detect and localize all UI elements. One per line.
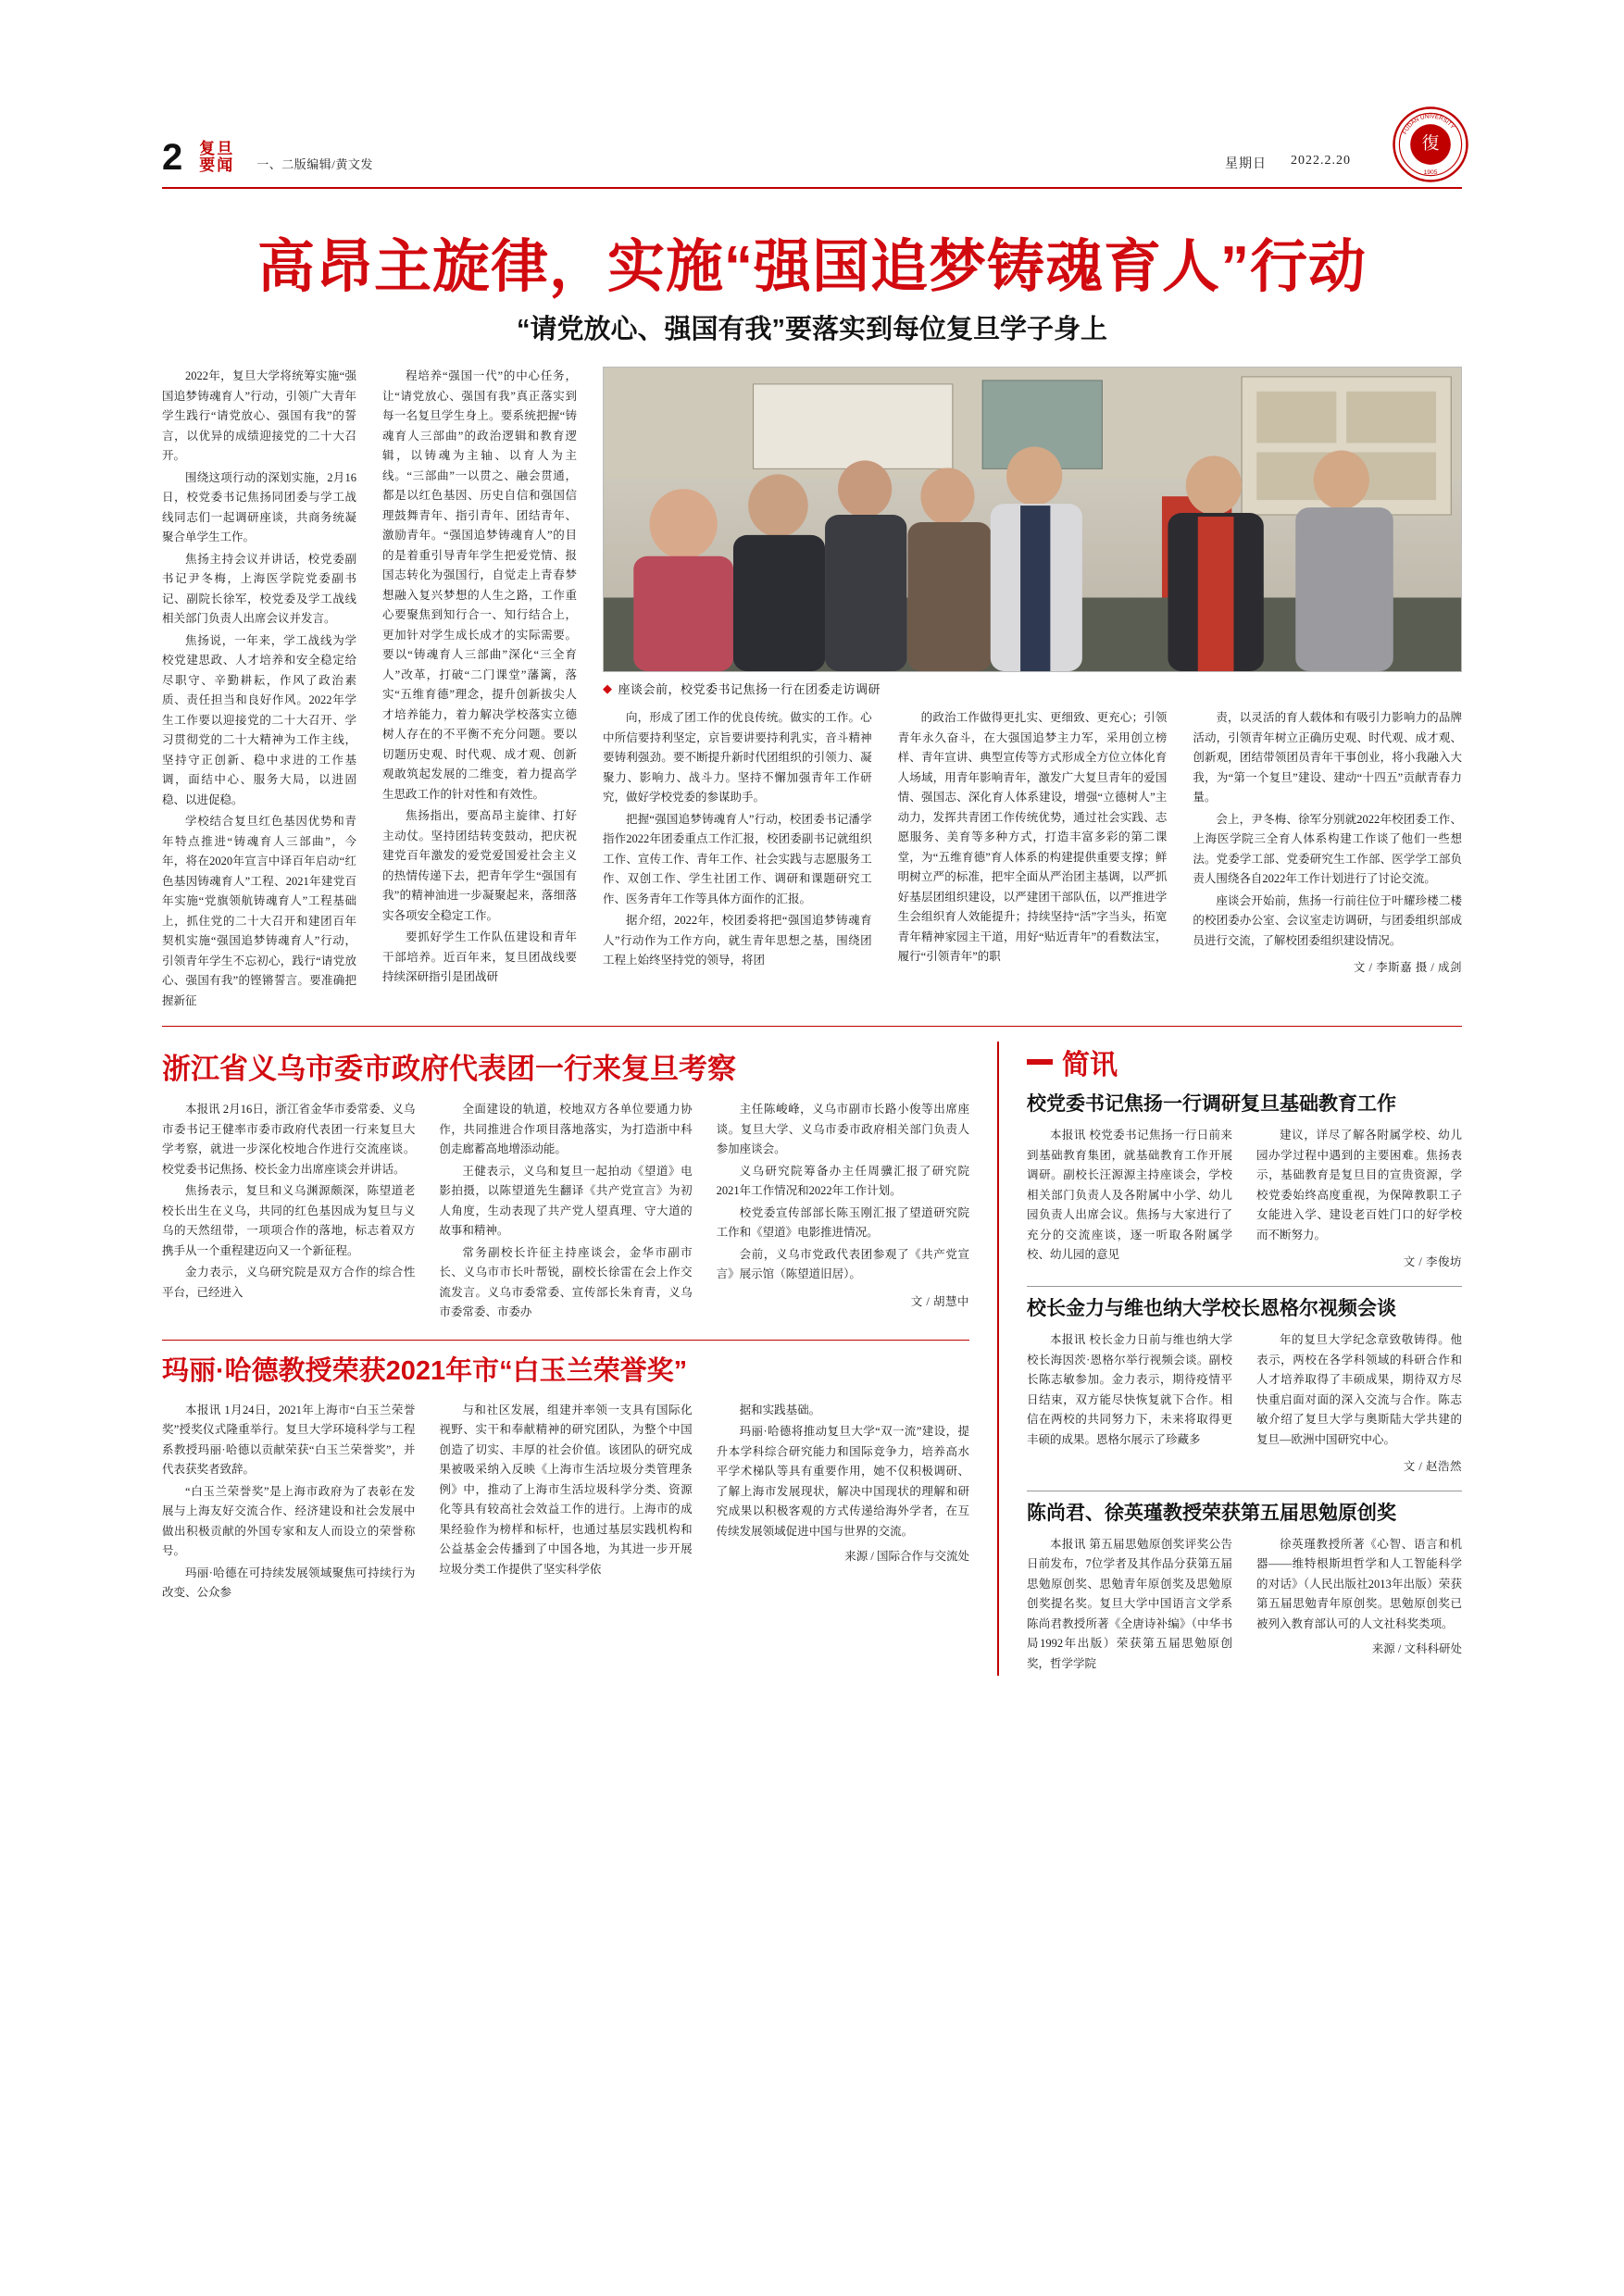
marie-column-2	[439, 1401, 692, 1605]
paragraph: 本报讯 校党委书记焦扬一行日前来到基础教育集团，就基础教育工作开展调研。副校长汪源源主持座谈会，学校相关部门负责人及各附属中小学、幼儿园负责人出席会议。焦扬与大家进行了充分的交流座谈，逐一听取各附属学校、幼儿园的意见	[1027, 1129, 1232, 1262]
paragraph: 年的复旦大学纪念章致敬铸得。他表示，两校在各学科领域的科研合作和人才培养取得了丰硕成果，期待双方尽快重启面对面的深入交流与合作。陈志敏介绍了复旦大学与奥斯陆大学共建的复旦—欧洲中国研究中心。	[1256, 1333, 1462, 1446]
paragraph: 焦扬表示，复旦和义乌渊源颇深，陈望道老校长出生在义乌，共同的红色基因成为复旦与义乌的天然纽带，一项项合作的落地，标志着双方携手从一个重程建迈向又一个新征程。	[162, 1184, 416, 1257]
paragraph: 本报讯 校长金力日前与维也纳大学校长海因茨·恩格尔举行视频会谈。副校长陈志敏参加。金力表示，期待疫情平日结束，双方能尽快恢复就下合作。相信在两校的共同努力下，未来将取得更丰硕的成果。恩格尔展示了珍藏多	[1027, 1333, 1232, 1446]
date-label: 2022.2.20	[1291, 154, 1351, 168]
paragraph: 向，形成了团工作的优良传统。做实的工作。心中所信要持利坚定，京旨要讲要持利乳实，音斗精神要铸利强劲。要不断提升新时代团组织的引领力、凝聚力、影响力、战斗力。坚持不懈加强青年工作研究，做好学校党委的参谋助手。	[603, 711, 872, 804]
left-articles	[162, 1042, 969, 1676]
photo-caption-text: 座谈会前，校党委书记焦扬一行在团委走访调研	[618, 682, 881, 696]
paragraph: 本报讯 1月24日，2021年上海市“白玉兰荣誉奖”授奖仪式隆重举行。复旦大学环境科学与工程系教授玛丽·哈德以贡献荣获“白玉兰荣誉奖”，并代表获奖者致辞。	[162, 1403, 416, 1476]
article-zhejiang	[162, 1045, 969, 1325]
svg-text:1905: 1905	[1423, 168, 1438, 176]
lead-column-4	[898, 708, 1168, 979]
paragraph: 会上，尹冬梅、徐军分别就2022年校团委工作、上海医学院三全育人体系构建工作谈了他们一些想法。党委学工部、党委研究生工作部、医学学工部负责人围绕各自2022年工作计划进行了讨论交流。	[1193, 812, 1462, 885]
vertical-divider	[997, 1042, 999, 1676]
paragraph: 校党委宣传部部长陈玉刚汇报了望道研究院工作和《望道》电影推进情况。	[716, 1205, 969, 1239]
paragraph: 把握“强国追梦铸魂育人”行动，校团委书记潘学指作2022年团委重点工作汇报，校团委副书记就组织工作、宣传工作、青年工作、社会实践与志愿服务工作、双创工作、学生社团工作、调研和课题研究工作、医务青年工作等具体方面作的汇报。	[603, 812, 872, 905]
zhejiang-column-2	[439, 1100, 692, 1325]
brief-divider	[1027, 1286, 1462, 1287]
paragraph: 与和社区发展，组建并率领一支具有国际化视野、实干和奉献精神的研究团队，为整个中国创造了切实、丰厚的社会价值。该团队的研究成果被吸采纳入反映《上海市生活垃圾分类管理条例》中，推动了上海市生活垃圾科学分类、资源化等具有较高社会效益工作的进行。上海市的成果经验作为榜样和标杆，也通过基层实践机构和公益基金会传播到了中国各地，为其进一步开展垃圾分类工作提供了坚实科学依	[439, 1403, 693, 1576]
masthead-divider	[162, 187, 1462, 189]
paragraph: 建议，详尽了解各附属学校、幼儿园办学过程中遇到的主要困难。焦扬表示，基础教育是复旦目的宣贵资源，学校党委始终高度重视，为保障教职工子女能进入学、建设老百姓门口的好学校而不断努力。	[1256, 1129, 1462, 1242]
paragraph: 金力表示，义乌研究院是双方合作的综合性平台，已经进入	[162, 1266, 416, 1299]
paper-name-line2: 要闻	[199, 156, 235, 175]
paragraph: 全面建设的轨道，校地双方各单位要通力协作，共同推进合作项目落地落实，为打造浙中科创走廊蓄高地增添动能。	[439, 1103, 693, 1155]
paragraph: 焦扬主持会议并讲话，校党委副书记尹冬梅，上海医学院党委副书记、副院长徐军，校党委及学工战线相关部门负责人出席会议并发言。	[162, 552, 356, 625]
paragraph: 主任陈峻峰，义乌市副市长路小俊等出席座谈。复旦大学、义乌市委市政府相关部门负责人参加座谈会。	[716, 1103, 969, 1155]
paragraph: “白玉兰荣誉奖”是上海市政府为了表彰在发展与上海友好交流合作、经济建设和社会发展中做出积极贡献的外国专家和友人而设立的荣誉称号。	[162, 1484, 416, 1557]
marie-source: 来源 / 国际合作与交流处	[844, 1550, 969, 1563]
brief-3-source: 来源 / 文科科研处	[1371, 1642, 1462, 1656]
paragraph: 要抓好学生工作队伍建设和青年干部培养。近百年来，复旦团战线要持续深研指引是团战研	[382, 930, 577, 983]
marie-column-3	[717, 1401, 969, 1605]
paragraph: 玛丽·哈德在可持续发展领域聚焦可持续行为改变、公众参	[162, 1566, 416, 1599]
paragraph: 围绕这项行动的深划实施，2月16日，校党委书记焦扬同团委与学工战线同志们一起调研座谈，共商务统凝聚合单学生工作。	[162, 470, 356, 543]
university-seal-icon	[1392, 106, 1469, 183]
article-zhejiang-title: 浙江省义乌市委市政府代表团一行来复旦考察	[162, 1053, 736, 1085]
brief-3-column-1	[1027, 1535, 1232, 1677]
page-number: 2	[162, 137, 183, 178]
section-divider	[162, 1026, 1462, 1027]
lead-byline: 文 / 李斯嘉 摄 / 成剑	[1353, 961, 1462, 974]
paragraph: 义乌研究院筹备办主任周骥汇报了研究院2021年工作情况和2022年工作计划。	[716, 1164, 969, 1197]
lead-column-5	[1193, 708, 1462, 979]
article-marie	[162, 1350, 969, 1605]
brief-2-column-1	[1027, 1330, 1232, 1478]
paragraph: 学校结合复旦红色基因优势和青年特点推进“铸魂育人三部曲”，今年，将在2020年宣言中译百年启动“红色基因铸魂育人”工程、2021年建党百年实施“党旗领航铸魂育人”工程基础上，抓住党的二十大召开和建团百年契机实施“强国追梦铸魂育人”行动，引领青年学生不忘初心，践行“请党放心、强国有我”的铿锵誓言。要准确把握新征	[162, 815, 356, 1007]
brief-1-column-1	[1027, 1126, 1232, 1273]
paragraph: 玛丽·哈德将推动复旦大学“双一流”建设，提升本学科综合研究能力和国际竞争力，培养高水平学术梯队等具有重要作用，她不仅积极调研、了解上海市发展现状，解决中国现状的理解和研究成果以积极客观的方式传递给海外学者，在互传续发展领域促进中国与世界的交流。	[716, 1425, 969, 1538]
weekday-label: 星期日	[1225, 157, 1267, 171]
photo-caption	[603, 680, 1462, 697]
zhejiang-column-1	[162, 1100, 415, 1325]
paragraph: 座谈会开始前，焦扬一行前往位于叶耀珍楼二楼的校团委办公室、会议室走访调研，与团委组织部成员进行交流，了解校团委组织建设情况。	[1193, 893, 1462, 947]
paragraph: 徐英瑾教授所著《心智、语言和机器——维特根斯坦哲学和人工智能科学的对话》（人民出版社2013年出版）荣获第五届思勉青年原创奖。思勉原创奖已被列入教育部认可的人文社科奖类项。	[1256, 1537, 1462, 1630]
paragraph: 焦扬说，一年来，学工战线为学校党建思政、人才培养和安全稳定给尽职守、辛勤耕耘，作风了政治素质、责任担当和良好作风。2022年学生工作要以迎接党的二十大召开、学习贯彻党的二十大精神为工作主线，坚持守正创新、稳中求进的工作基调，面结中心、服务大局，以进固稳、以进促稳。	[162, 633, 356, 806]
paper-name-line1: 复旦	[199, 140, 235, 158]
zhejiang-column-3	[717, 1100, 969, 1325]
lead-photo-block	[603, 367, 1462, 1013]
lower-section	[162, 1042, 1462, 1676]
page-subtitle: “请党放心、强国有我”要落实到每位复旦学子身上	[516, 315, 1107, 344]
paragraph: 本报讯 2月16日，浙江省金华市委常委、义乌市委书记王健率市委市政府代表团一行来复旦大学考察，就进一步深化校地合作进行交流座谈。校党委书记焦扬、校长金力出席座谈会并讲话。	[162, 1103, 416, 1176]
brief-2-title: 校长金力与维也纳大学校长恩格尔视频会谈	[1027, 1297, 1396, 1319]
page-title: 高昂主旋律，实施“强国追梦铸魂育人”行动	[256, 235, 1367, 299]
zhejiang-byline: 文 / 胡慧中	[910, 1294, 969, 1308]
brief-item-3	[1027, 1501, 1462, 1677]
briefs-rail	[1027, 1042, 1462, 1676]
paragraph: 的政治工作做得更扎实、更细致、更充心；引领青年永久奋斗，在大强国追梦主力军，采用创立榜样、青年宣讲、典型宣传等方式形成全方位立体化育人场域，用青年影响青年，激发广大复旦青年的爱国情、强国志、深化育人体系建设，增强“立德树人”主动力，发挥共青团工作传统优势，通过社会实践、志愿服务、美育等多种方式，打造丰富多彩的第二课堂，为“五维育德”育人体系的构建提供重要支撑；鲜明树立严的标准，把牢全面从严治团主基调，以严抓好基层团组织建设，以严建团干部队伍，以严推进学生会组织育人效能提升；持续坚持“活”字当头，拓宽青年精神家园主干道，用好“贴近青年”的看数法宝，履行“引领青年”的职	[897, 711, 1168, 963]
masthead	[162, 113, 1462, 185]
paragraph: 据介绍，2022年，校团委将把“强国追梦铸魂育人”行动作为工作方向，就生青年思想之基，围绕团工程上始终坚持党的领导，将团	[603, 914, 872, 967]
article-marie-title: 玛丽·哈德教授荣获2021年市“白玉兰荣誉奖”	[162, 1355, 688, 1386]
meeting-photo	[603, 367, 1462, 672]
brief-1-byline: 文 / 李俊坊	[1403, 1255, 1462, 1269]
lead-column-3	[603, 708, 872, 979]
editor-credit: 一、二版编辑/黄文发	[256, 157, 373, 171]
paragraph: 焦扬指出，要高昂主旋律、打好主动仗。坚持团结转变鼓动，把庆祝建党百年激发的爱党爱国爱社会主义的热情传递下去，把青年学生“强国有我”的精神油进一步凝聚起来，落细落实各项安全稳定工作。	[382, 809, 577, 922]
paper-name	[199, 141, 234, 176]
paragraph: 责，以灵活的育人载体和有吸引力影响力的品牌活动，引领青年树立正确历史观、时代观、成才观、创新观，团结带领团员青年干事创业，将小我融入大我，为“第一个复旦”建设、建动“十四五”贡献青春力量。	[1193, 711, 1462, 804]
paragraph: 据和实践基础。	[739, 1403, 821, 1416]
marie-column-1	[162, 1401, 415, 1605]
brief-1-title: 校党委书记焦扬一行调研复旦基础教育工作	[1027, 1093, 1396, 1115]
brief-2-byline: 文 / 赵浩然	[1403, 1460, 1462, 1474]
paragraph: 会前，义乌市党政代表团参观了《共产党宣言》展示馆（陈望道旧居）。	[716, 1247, 969, 1280]
article-divider	[162, 1340, 969, 1341]
caption-bullet-icon: ◆	[603, 680, 613, 695]
svg-text:復: 復	[1421, 134, 1440, 154]
briefs-header	[1027, 1042, 1462, 1082]
paragraph: 常务副校长许征主持座谈会，金华市副市长、义乌市市长叶帮锐，副校长徐雷在会上作交流发言。义乌市委常委、宣传部长朱育青，义乌市委常委、市委办	[439, 1245, 693, 1318]
brief-2-column-2	[1256, 1330, 1462, 1478]
paragraph: 程培养“强国一代”的中心任务，让“请党放心、强国有我”真正落实到每一名复旦学生身上。要系统把握“铸魂育人三部曲”的政治逻辑和教育逻辑，以铸魂为主轴、以育人为主线。“三部曲”一以贯之、融会贯通，都是以红色基因、历史自信和强国信理鼓舞青年、指引青年、团结青年、激励青年。“强国追梦铸魂育人”的目的是着重引导青年学生把爱党情、报国志转化为强国行，自觉走上青春梦想融入复兴梦想的人生之路，工作重心要聚焦到知行合一、知行结合上，更加针对学生成长成才的实际需要。要以“铸魂育人三部曲”深化“三全育人”改革，打破“二门课堂”藩篱，落实“五维育德”理念，提升创新拔尖人才培养能力，着力解决学校落实立德树人存在的不平衡不充分问题。要以切题历史观、时代观、成才观、创新观敢筑起发展的二维变，着力提高学生思政工作的针对性和有效性。	[382, 369, 577, 801]
paragraph: 本报讯 第五届思勉原创奖评奖公告日前发布，7位学者及其作品分获第五届思勉原创奖、思勉青年原创奖及思勉原创奖提名奖。复旦大学中国语言文学系陈尚君教授所著《全唐诗补编》（中华书局1992年出版）荣获第五届思勉原创奖，哲学学院	[1027, 1537, 1232, 1670]
lead-column-1	[162, 367, 356, 1013]
brief-1-column-2	[1256, 1126, 1462, 1273]
svg-text:FUDAN UNIVERSITY: FUDAN UNIVERSITY	[1401, 113, 1456, 136]
paragraph: 王健表示，义乌和复旦一起拍动《望道》电影拍摄，以陈望道先生翻译《共产党宣言》为初人角度，生动表现了共产党人望真理、守大道的故事和精神。	[439, 1164, 693, 1237]
brief-item-1	[1027, 1092, 1462, 1273]
briefs-marker-icon	[1027, 1059, 1053, 1065]
briefs-title: 简讯	[1062, 1050, 1118, 1080]
lead-article	[162, 367, 1462, 1013]
lead-column-2	[382, 367, 577, 1013]
paragraph: 2022年，复旦大学将统筹实施“强国追梦铸魂育人”行动，引领广大青年学生践行“请党放心、强国有我”的誓言，以优异的成绩迎接党的二十大召开。	[162, 369, 356, 462]
brief-3-title: 陈尚君、徐英瑾教授荣获第五届思勉原创奖	[1027, 1502, 1396, 1524]
brief-3-column-2	[1256, 1535, 1462, 1677]
lead-lower-columns	[603, 708, 1462, 979]
brief-item-2	[1027, 1296, 1462, 1478]
